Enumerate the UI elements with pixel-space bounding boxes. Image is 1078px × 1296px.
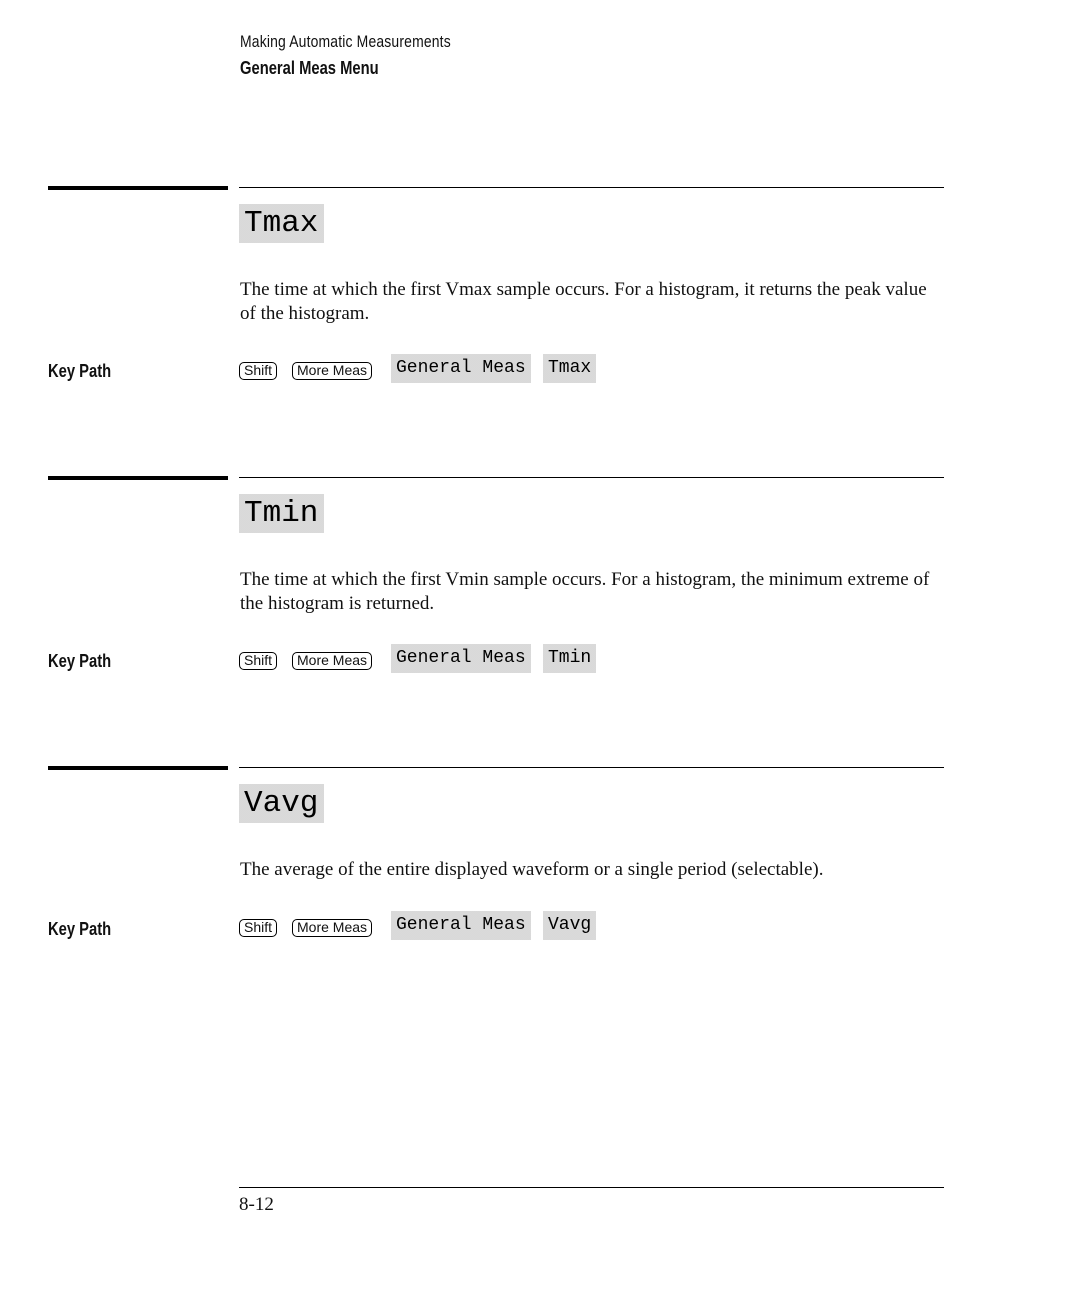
more-meas-key: More Meas [292, 652, 372, 670]
entry-tmin [0, 476, 1078, 736]
section-title: General Meas Menu [240, 58, 379, 78]
key-path-label: Key Path [48, 919, 112, 939]
key-path-label: Key Path [48, 651, 112, 671]
footer-divider [239, 1187, 944, 1188]
general-meas-softkey: General Meas [391, 644, 531, 673]
running-head [240, 32, 497, 79]
general-meas-softkey: General Meas [391, 354, 531, 383]
page-number: 8-12 [239, 1194, 274, 1215]
tmin-softkey: Tmin [543, 644, 596, 673]
section-divider-thick [48, 186, 228, 190]
entry-tmax [0, 186, 1078, 446]
general-meas-softkey: General Meas [391, 911, 531, 940]
chapter-title: Making Automatic Measurements [240, 32, 451, 51]
more-meas-key: More Meas [292, 919, 372, 937]
entry-title-softkey: Tmin [239, 494, 324, 533]
vavg-softkey: Vavg [543, 911, 596, 940]
tmax-softkey: Tmax [543, 354, 596, 383]
key-path-label: Key Path [48, 361, 112, 381]
entry-title-softkey: Vavg [239, 784, 324, 823]
shift-key: Shift [239, 652, 277, 670]
section-divider-thick [48, 766, 228, 770]
entry-description: The time at which the first Vmax sample occurs. For a histogram, it returns the peak value of the histogram. [240, 279, 927, 324]
section-divider-thin [239, 187, 944, 188]
section-divider-thick [48, 476, 228, 480]
entry-vavg [0, 766, 1078, 1026]
more-meas-key: More Meas [292, 362, 372, 380]
entry-title-softkey: Tmax [239, 204, 324, 243]
shift-key: Shift [239, 362, 277, 380]
section-divider-thin [239, 767, 944, 768]
section-divider-thin [239, 477, 944, 478]
entry-description: The time at which the first Vmin sample occurs. For a histogram, the minimum extreme of the histogram is returned. [240, 569, 930, 614]
entry-description: The average of the entire displayed waveform or a single period (selectable). [240, 859, 824, 880]
shift-key: Shift [239, 919, 277, 937]
